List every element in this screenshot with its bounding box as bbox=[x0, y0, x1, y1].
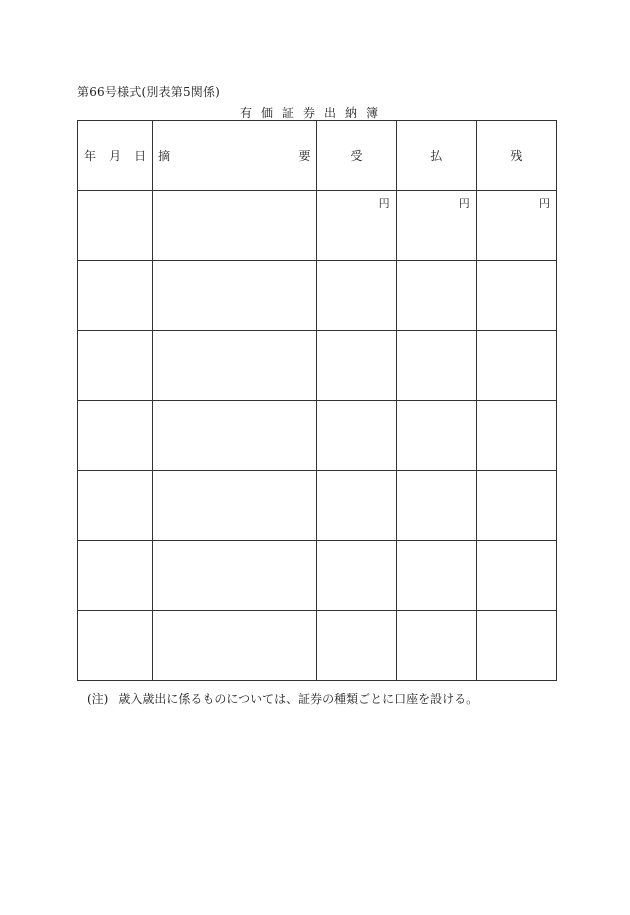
table-row bbox=[78, 331, 557, 401]
date-cell[interactable] bbox=[78, 331, 153, 401]
header-day: 日 bbox=[134, 149, 147, 163]
header-year: 年 bbox=[84, 149, 97, 163]
received-cell[interactable] bbox=[317, 611, 396, 681]
summary-cell[interactable] bbox=[153, 261, 317, 331]
document-title: 有価証券出納簿 bbox=[240, 106, 388, 120]
paid-cell[interactable] bbox=[396, 331, 476, 401]
paid-cell[interactable] bbox=[396, 401, 476, 471]
form-number: 第66号様式(別表第5関係) bbox=[77, 85, 221, 99]
header-summary bbox=[153, 121, 317, 191]
summary-cell[interactable] bbox=[153, 611, 317, 681]
date-cell[interactable] bbox=[78, 261, 153, 331]
balance-cell[interactable] bbox=[476, 191, 556, 261]
balance-cell[interactable] bbox=[476, 401, 556, 471]
paid-cell[interactable] bbox=[396, 611, 476, 681]
yen-unit: 円 bbox=[378, 197, 390, 210]
balance-cell[interactable] bbox=[476, 611, 556, 681]
balance-cell[interactable] bbox=[476, 541, 556, 611]
date-cell[interactable] bbox=[78, 541, 153, 611]
date-cell[interactable] bbox=[78, 191, 153, 261]
balance-cell[interactable] bbox=[476, 261, 556, 331]
table-row bbox=[78, 191, 557, 261]
received-cell[interactable] bbox=[317, 331, 396, 401]
summary-cell[interactable] bbox=[153, 191, 317, 261]
received-cell[interactable] bbox=[317, 471, 396, 541]
summary-cell[interactable] bbox=[153, 471, 317, 541]
paid-cell[interactable] bbox=[396, 261, 476, 331]
received-cell[interactable] bbox=[317, 191, 396, 261]
yen-unit: 円 bbox=[458, 197, 470, 210]
received-cell[interactable] bbox=[317, 261, 396, 331]
header-summary-left: 摘 bbox=[158, 149, 171, 163]
summary-cell[interactable] bbox=[153, 331, 317, 401]
table-row bbox=[78, 611, 557, 681]
header-row bbox=[78, 121, 557, 191]
date-cell[interactable] bbox=[78, 611, 153, 681]
header-summary-right: 要 bbox=[298, 149, 311, 163]
header-balance: 残 bbox=[476, 121, 556, 191]
paid-cell[interactable] bbox=[396, 471, 476, 541]
yen-unit: 円 bbox=[539, 197, 550, 210]
received-cell[interactable] bbox=[317, 401, 396, 471]
table-row bbox=[78, 401, 557, 471]
table-row bbox=[78, 261, 557, 331]
ledger-table bbox=[77, 120, 557, 681]
footnote bbox=[87, 690, 478, 707]
table-row bbox=[78, 471, 557, 541]
table-row bbox=[78, 541, 557, 611]
footnote-text: 歳入歳出に係るものについては、証券の種類ごとに口座を設ける。 bbox=[118, 692, 479, 706]
summary-cell[interactable] bbox=[153, 401, 317, 471]
header-date bbox=[78, 121, 153, 191]
summary-cell[interactable] bbox=[153, 541, 317, 611]
balance-cell[interactable] bbox=[476, 471, 556, 541]
date-cell[interactable] bbox=[78, 471, 153, 541]
paid-cell[interactable] bbox=[396, 541, 476, 611]
date-cell[interactable] bbox=[78, 401, 153, 471]
balance-cell[interactable] bbox=[476, 331, 556, 401]
paid-cell[interactable] bbox=[396, 191, 476, 261]
footnote-label: (注) bbox=[87, 692, 109, 706]
header-paid: 払 bbox=[396, 121, 476, 191]
received-cell[interactable] bbox=[317, 541, 396, 611]
header-received: 受 bbox=[317, 121, 396, 191]
header-month: 月 bbox=[109, 149, 122, 163]
